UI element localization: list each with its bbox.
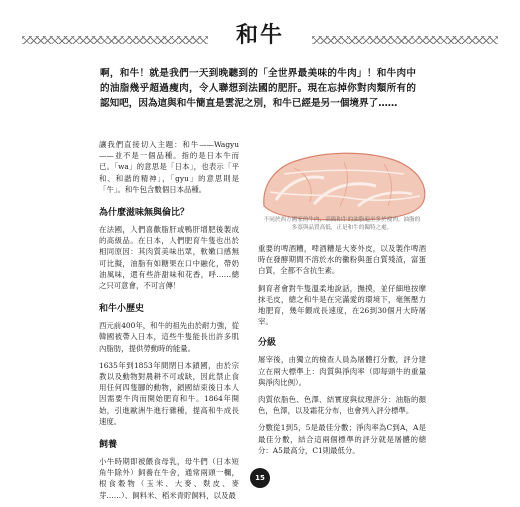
grading-paragraph-1: 屠宰後，由獨立的檢查人員為屠體打分數，評分建立在兩大標準上：肉質與淨肉率（即每頭牛的重量與淨肉比例）。 — [258, 355, 426, 387]
right-column — [258, 243, 426, 462]
page-title: 和牛 — [235, 23, 284, 48]
why-unique-paragraph: 在法國，人們喜歡脂肝或鴨肝增肥後製成的高級品。在日本，人們肥育牛隻也出於相同原因：其肉質美味出眾，軟嫩口感無可比擬，油脂有如糖果在口中融化，帶奶油風味，還有些許甜味和花香，呼……總之只可意會，不可言傳！ — [99, 225, 239, 291]
heading-history: 和牛小歷史 — [99, 304, 145, 315]
page-number: 15 — [250, 468, 270, 488]
heading-grading: 分級 — [258, 338, 277, 349]
wagyu-definition-paragraph: 讓我們直接切入主題：和牛——Wagyu——並不是一個品種。指的是日本牛而已。「wa」的意思是「日本」，也表示「平和、和諧的精神」，「gyu」的意思則是「牛」。和牛包含數個日本品種。 — [99, 140, 239, 194]
grading-paragraph-3: 分數從1到5，5是最佳分數；淨肉率為C到A，A是最佳分數，結合這兩個標準的評分就是屠體的總分：A5最高分，C1則最低分。 — [258, 423, 426, 455]
heading-why-unique: 為什麼滋味無與倫比？ — [99, 208, 190, 219]
history-paragraph-1: 西元前400年，和牛的祖先由於耐力強，從韓國被帶入日本，這些牛隻能長出許多肌內脂肪，提供勞動時的能量。 — [99, 321, 239, 353]
left-column — [99, 139, 239, 507]
intro-paragraph: 啊，和牛！就是我們一天到晚聽到的「全世界最美味的牛肉」！和牛肉中的油脂幾乎超過瘦肉，令人聯想到法國的肥肝。現在忘掉你對肉類所有的認知吧，因為這與和牛簡直是雲泥之別，和牛已經是另一個境界了…… — [100, 68, 416, 109]
grading-paragraph-2: 肉質依脂色、色澤、結實度與紋理評分：油脂的顏色，色澤，以及霜花分布，也會列入評分標準。 — [258, 395, 426, 416]
figure-caption: 不同於西方國家的牛肉，高級和牛的油脂遍至多於瘦肉。油脂的多寡與品質高低，正是和牛的獨特之處。 — [263, 217, 421, 231]
heading-feeding: 飼養 — [99, 440, 118, 451]
breeder-care-paragraph: 飼育者會對牛隻溫柔地說話，撫摸，並仔細地按摩抹毛皮，總之和牛是在完滿愛的環境下，毫無壓力地肥育，幾年餵成長速度，在26到30個月大時屠宰。 — [258, 283, 426, 327]
feeding-paragraph: 小牛時期即被餵食母乳，母牛們（日本短角牛除外）飼養在牛舍，通常兩頭一欄，根食穀物（玉米、大麥、麩皮、麥芽……）、飼料米、稻米青貯飼料，以及最 — [99, 457, 239, 500]
header-rule-right — [312, 36, 498, 44]
feeding-continued-paragraph: 重要的啤酒糟，啤酒糟是大麥外皮，以及製作啤酒時在發酵期間不溶於水的黴粉與蛋白質殘渣，富蛋白質，全都不含抗生素。 — [258, 244, 426, 276]
history-paragraph-2: 1635年到1853年間閉日本鎖國，由於宗教以及動物對農耕不可或缺，因此禁止食用任何四隻腳的動物，鎖國結束後日本人因需要牛肉而開始肥育和牛。1864年開始，引進歐洲牛進行雜種，提高和牛成長速度。 — [99, 360, 239, 426]
